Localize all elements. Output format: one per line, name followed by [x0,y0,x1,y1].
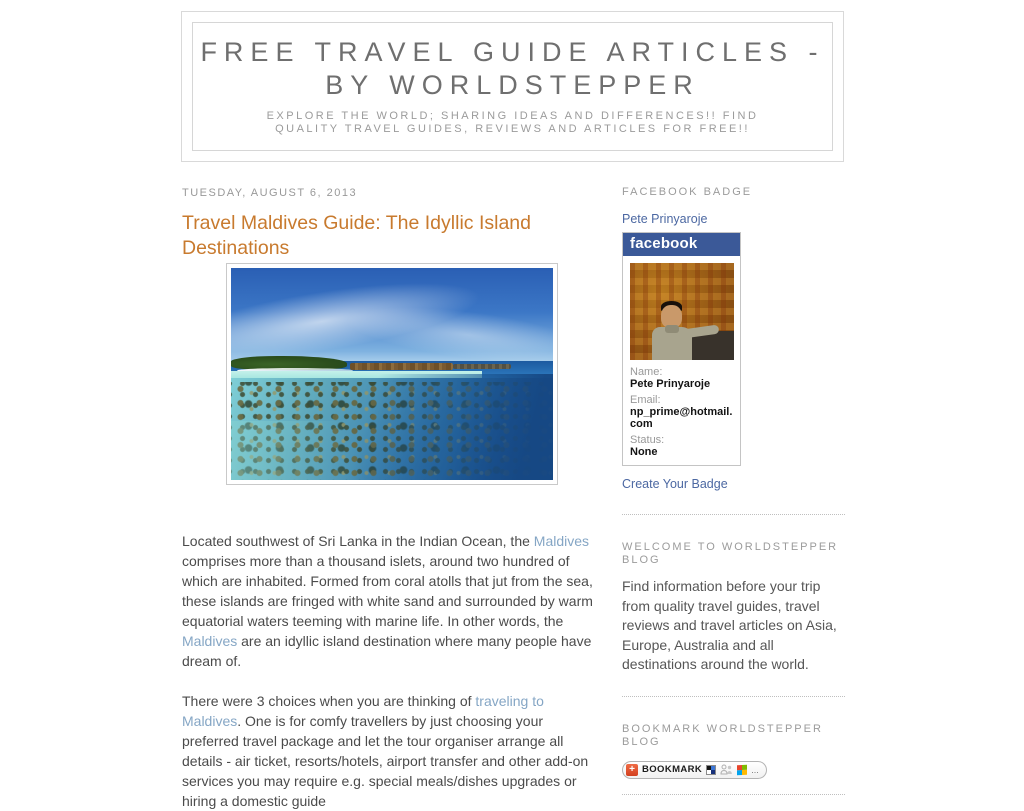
facebook-badge-info [623,360,740,465]
sidebar-divider [622,514,845,515]
blog-header [181,11,844,162]
post-paragraph [182,531,602,671]
photo-water-bungalows [350,363,453,371]
bookmark-button-label: BOOKMARK [642,764,703,775]
bookmark-heading: BOOKMARK WORLDSTEPPER BLOG [622,722,823,748]
paragraph-text: are an idyllic island destination where many people have dream of. [182,633,592,669]
post-title-link[interactable]: Travel Maldives Guide: The Idyllic Island Destinations [182,212,531,259]
post-image-link[interactable] [226,263,558,485]
post-paragraph [182,691,602,811]
maldives-lagoon-photo [231,268,553,480]
inline-text-link[interactable]: traveling to Maldives [182,693,544,729]
sidebar-divider [622,696,845,697]
post-date: TUESDAY, AUGUST 6, 2013 [182,187,358,199]
create-your-badge-link[interactable]: Create Your Badge [622,477,728,491]
inline-text-link[interactable]: Maldives [533,533,590,549]
paragraph-text: comprises more than a thousand islets, around two hundred of which are inhabited. Formed from coral atolls that jut from the sea, these islands are fringed with white sand and surrounded by warm equatorial waters teeming with marine life. In other words, the [182,553,593,629]
paragraph-text: . One is for comfy travellers by just choosing your preferred travel package and let the tour organiser arrange all details - air ticket, resorts/hotels, airport transfer and other add-on services you may require e.g. special meals/dishes upgrades or hiring a domestic guide [182,713,589,809]
share-people-icon [720,764,733,775]
sidebar [622,186,845,795]
delicious-icon [706,765,716,775]
sidebar-divider [622,794,845,795]
badge-field-email [630,394,733,430]
facebook-profile-link[interactable]: Pete Prinyaroje [622,212,708,226]
badge-field-value: np_prime@hotmail.com [630,406,733,430]
badge-field-status [630,434,733,458]
blog-subtitle: EXPLORE THE WORLD; SHARING IDEAS AND DIFFERENCES!! FIND QUALITY TRAVEL GUIDES, REVIEWS AND ARTICLES FOR FREE!! [266,110,759,135]
badge-field-value: None [630,446,658,458]
badge-field-value: Pete Prinyaroje [630,378,711,390]
addthis-plus-icon: + [626,764,638,776]
blog-header-frame [192,22,833,151]
paragraph-text: There were 3 choices when you are thinking of [182,693,476,709]
main-content-column [182,186,602,811]
facebook-badge-heading: FACEBOOK BADGE [622,186,753,198]
windows-live-icon [737,764,747,775]
facebook-logo: facebook [623,233,740,256]
photo-water-bungalows [453,364,511,369]
bookmark-more-label: ... [751,764,759,775]
inline-text-link[interactable]: Maldives [182,633,238,649]
welcome-heading: WELCOME TO WORLDSTEPPER BLOG [622,541,839,566]
badge-field-label: Email: [630,394,661,406]
addthis-bookmark-button[interactable] [622,761,767,779]
badge-field-name [630,366,733,390]
blog-title-line-1: FREE TRAVEL GUIDE ARTICLES - [200,37,825,67]
blog-title-line-2: BY WORLDSTEPPER [325,70,700,100]
facebook-badge[interactable] [622,232,741,466]
facebook-profile-photo [630,263,734,360]
paragraph-text: Located southwest of Sri Lanka in the Indian Ocean, the [182,533,534,549]
welcome-text: Find information before your trip from quality travel guides, travel reviews and travel articles on Asia, Europe, Australia and all destinations around the world. [622,578,837,672]
photo-person-collar [665,325,680,333]
photo-shallow-overlay [231,421,408,480]
badge-field-label: Name: [630,366,663,378]
badge-field-label: Status: [630,434,665,446]
blog-title[interactable] [193,36,832,102]
